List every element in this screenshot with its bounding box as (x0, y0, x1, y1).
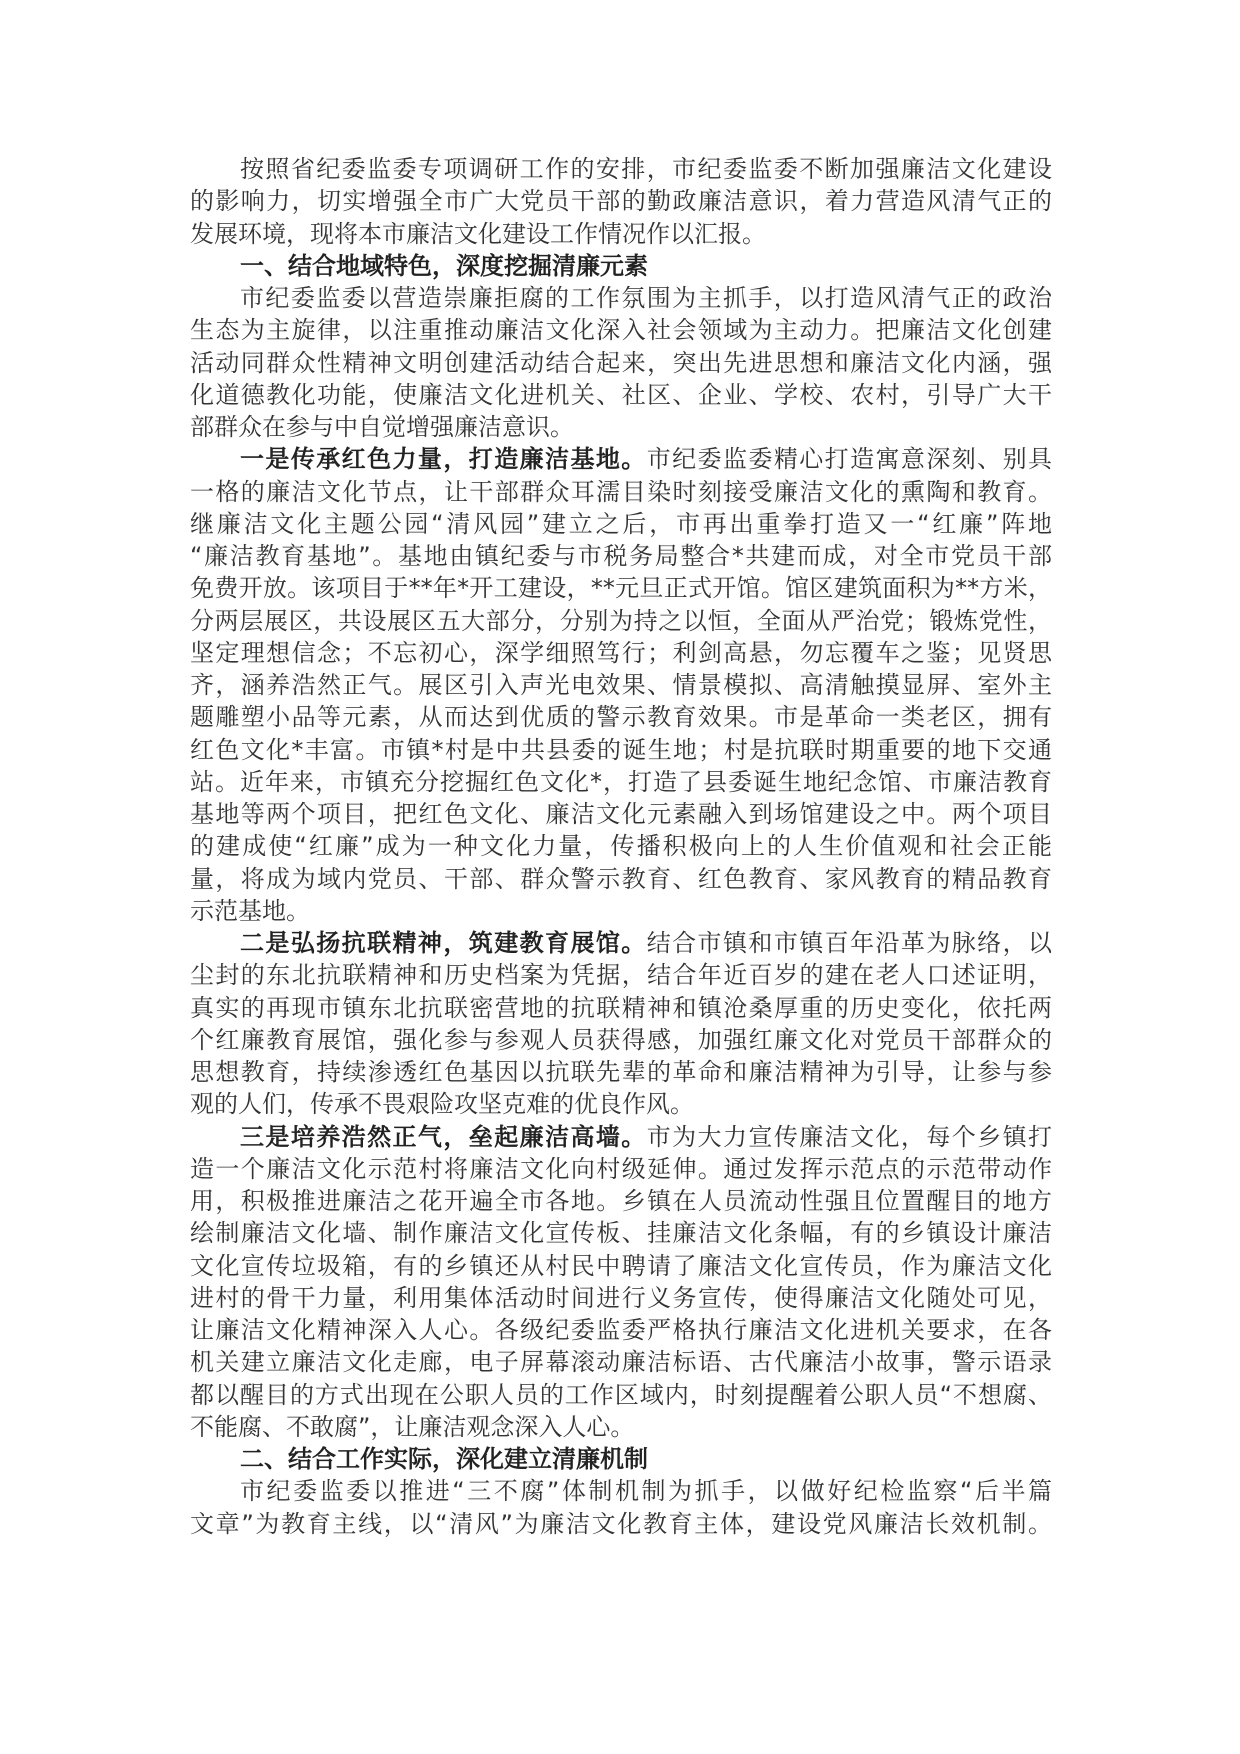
line-text: 市为大力宣传廉洁文化，每个乡镇打 (646, 1122, 1052, 1151)
line-text: 齐，涵养浩然正气。展区引入声光电效果、情景模拟、高清触摸显屏、室外主 (190, 671, 1052, 699)
line-text: 站。近年来，市镇充分挖掘红色文化*，打造了县委诞生地纪念馆、市廉洁教育 (190, 767, 1052, 796)
line-text: 红色文化*丰富。市镇*村是中共县委的诞生地；村是抗联时期重要的地下交通 (190, 735, 1052, 764)
line-text: 生态为主旋律，以注重推动廉洁文化深入社会领域为主动力。把廉洁文化创建 (190, 316, 1052, 345)
line-text: 真实的再现市镇东北抗联密营地的抗联精神和镇沧桑厚重的历史变化，依托两 (190, 993, 1052, 1022)
paragraph-lead: 一是传承红色力量，打造廉洁基地。 (240, 445, 647, 474)
line-text: 不能腐、不敢腐”，让廉洁观念深入人心。 (190, 1412, 635, 1441)
text-line (190, 1346, 1052, 1378)
line-text: 思想教育，持续渗透红色基因以抗联先辈的革命和廉洁精神为引导，让参与参 (190, 1058, 1052, 1086)
text-line (190, 1088, 1052, 1120)
line-text: 部群众在参与中自觉增强廉洁意识。 (190, 413, 574, 441)
line-text: 分两层展区，共设展区五大部分，分别为持之以恒，全面从严治党；锻炼党性， (190, 606, 1052, 635)
paragraph (190, 1121, 1052, 1444)
text-line (190, 1024, 1052, 1056)
text-line (190, 1282, 1052, 1314)
line-text: 示范基地。 (190, 896, 310, 925)
line-text: 尘封的东北抗联精神和历史档案为凭据，结合年近百岁的建在老人口述证明， (190, 961, 1052, 990)
text-line (190, 830, 1052, 862)
text-line (190, 379, 1052, 411)
line-text: 化道德教化功能，使廉洁文化进机关、社区、企业、学校、农村，引导广大干 (190, 380, 1052, 409)
text-line (190, 1379, 1052, 1411)
text-line (190, 1443, 1052, 1475)
line-text: 市纪委监委以营造崇廉拒腐的工作氛围为主抓手，以打造风清气正的政治 (240, 284, 1052, 312)
line-text: “廉洁教育基地”。基地由镇纪委与市税务局整合*共建而成，对全市党员干部 (190, 542, 1052, 570)
line-text: 活动同群众性精神文明创建活动结合起来，突出先进思想和廉洁文化内涵，强 (190, 348, 1052, 377)
text-line (190, 250, 1052, 282)
line-text: 市纪委监委以推进“三不腐”体制机制为抓手，以做好纪检监察“后半篇 (240, 1477, 1052, 1506)
text-line (190, 218, 1052, 250)
line-text: 文章”为教育主线，以“清风”为廉洁文化教育主体，建设党风廉洁长效机制。 (190, 1509, 1052, 1538)
text-line (190, 927, 1052, 959)
text-line (190, 734, 1052, 766)
text-line (190, 1217, 1052, 1249)
text-line (190, 1121, 1052, 1153)
text-line (190, 540, 1052, 572)
line-text: 免费开放。该项目于**年*开工建设，**元旦正式开馆。馆区建筑面积为**方米， (190, 574, 1052, 603)
line-text: 一格的廉洁文化节点，让干部群众耳濡目染时刻接受廉洁文化的熏陶和教育。 (190, 477, 1052, 506)
paragraph (190, 153, 1052, 250)
line-text: 继廉洁文化主题公园“清风园”建立之后，市再出重拳打造又一“红廉”阵地 (190, 509, 1052, 538)
line-text: 基地等两个项目，把红色文化、廉洁文化元素融入到场馆建设之中。两个项目 (190, 800, 1052, 828)
line-text: 造一个廉洁文化示范村将廉洁文化向村级延伸。通过发挥示范点的示范带动作 (190, 1154, 1052, 1183)
line-text: 二、结合工作实际，深化建立清廉机制 (240, 1445, 648, 1473)
line-text: 一、结合地域特色，深度挖掘清廉元素 (240, 251, 648, 280)
line-text: 机关建立廉洁文化走廊，电子屏幕滚动廉洁标语、古代廉洁小故事，警示语录 (190, 1348, 1052, 1377)
line-text: 发展环境，现将本市廉洁文化建设工作情况作以汇报。 (190, 219, 766, 248)
document-page (190, 153, 1052, 1540)
text-line (190, 766, 1052, 798)
line-text: 按照省纪委监委专项调研工作的安排，市纪委监委不断加强廉洁文化建设 (240, 155, 1052, 183)
paragraph (190, 1475, 1052, 1540)
line-text: 进村的骨干力量，利用集体活动时间进行义务宣传，使得廉洁文化随处可见， (190, 1283, 1052, 1312)
text-line (190, 1475, 1052, 1507)
section-heading (190, 1443, 1052, 1475)
line-text: 的建成使“红廉”成为一种文化力量，传播积极向上的人生价值观和社会正能 (190, 832, 1052, 861)
text-line (190, 347, 1052, 379)
text-line (190, 1185, 1052, 1217)
line-text: 市纪委监委精心打造寓意深刻、别具 (646, 445, 1052, 474)
text-line (190, 314, 1052, 346)
text-line (190, 1153, 1052, 1185)
text-line (190, 411, 1052, 443)
paragraph (190, 443, 1052, 927)
text-line (190, 992, 1052, 1024)
line-text: 绘制廉洁文化墙、制作廉洁文化宣传板、挂廉洁文化条幅，有的乡镇设计廉洁 (190, 1219, 1052, 1248)
line-text: 坚定理想信念；不忘初心，深学细照笃行；利剑高悬，勿忘覆车之鉴；见贤思 (190, 638, 1052, 667)
text-line (190, 863, 1052, 895)
text-line (190, 669, 1052, 701)
text-line (190, 572, 1052, 604)
line-text: 观的人们，传承不畏艰险攻坚克难的优良作风。 (190, 1090, 694, 1119)
text-line (190, 637, 1052, 669)
text-line (190, 282, 1052, 314)
text-line (190, 1056, 1052, 1088)
text-line (190, 1508, 1052, 1540)
line-text: 题雕塑小品等元素，从而达到优质的警示教育效果。市是革命一类老区，拥有 (190, 703, 1052, 732)
paragraph (190, 927, 1052, 1121)
line-text: 个红廉教育展馆，强化参与参观人员获得感，加强红廉文化对党员干部群众的 (190, 1025, 1052, 1054)
line-text: 文化宣传垃圾箱，有的乡镇还从村民中聘请了廉洁文化宣传员，作为廉洁文化 (190, 1251, 1052, 1280)
text-line (190, 476, 1052, 508)
text-line (190, 185, 1052, 217)
text-line (190, 1250, 1052, 1282)
text-line (190, 1314, 1052, 1346)
line-text: 用，积极推进廉洁之花开遍全市各地。乡镇在人员流动性强且位置醒目的地方 (190, 1187, 1052, 1215)
line-text: 让廉洁文化精神深入人心。各级纪委监委严格执行廉洁文化进机关要求，在各 (190, 1316, 1052, 1344)
line-text: 都以醒目的方式出现在公职人员的工作区域内，时刻提醒着公职人员“不想腐、 (190, 1380, 1052, 1409)
text-line (190, 443, 1052, 475)
text-line (190, 508, 1052, 540)
text-line (190, 701, 1052, 733)
line-text: 的影响力，切实增强全市广大党员干部的勤政廉洁意识，着力营造风清气正的 (190, 187, 1052, 216)
section-heading (190, 250, 1052, 282)
line-text: 结合市镇和市镇百年沿革为脉络，以 (646, 929, 1052, 957)
text-line (190, 895, 1052, 927)
paragraph-lead: 三是培养浩然正气，垒起廉洁高墙。 (240, 1122, 647, 1151)
text-line (190, 798, 1052, 830)
text-line (190, 605, 1052, 637)
text-line (190, 153, 1052, 185)
line-text: 量，将成为域内党员、干部、群众警示教育、红色教育、家风教育的精品教育 (190, 864, 1052, 893)
paragraph-lead: 二是弘扬抗联精神，筑建教育展馆。 (240, 929, 647, 957)
paragraph (190, 282, 1052, 443)
text-line (190, 1411, 1052, 1443)
text-line (190, 959, 1052, 991)
